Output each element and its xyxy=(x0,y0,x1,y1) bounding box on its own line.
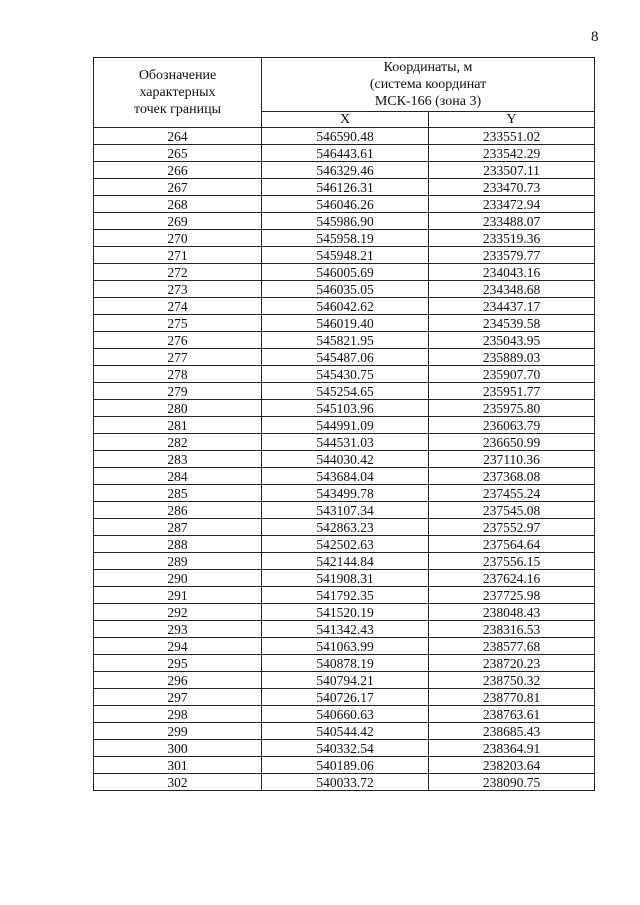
y-coordinate-cell: 238364.91 xyxy=(429,740,595,757)
y-coordinate-cell: 235951.77 xyxy=(429,383,595,400)
table-row xyxy=(94,774,595,791)
x-coordinate-cell: 546042.62 xyxy=(262,298,429,315)
point-id-cell: 280 xyxy=(94,400,262,417)
y-coordinate-cell: 235043.95 xyxy=(429,332,595,349)
x-coordinate-cell: 545821.95 xyxy=(262,332,429,349)
y-coordinate-cell: 238720.23 xyxy=(429,655,595,672)
y-coordinate-cell: 238090.75 xyxy=(429,774,595,791)
table-row xyxy=(94,740,595,757)
x-coordinate-cell: 545430.75 xyxy=(262,366,429,383)
x-coordinate-cell: 545103.96 xyxy=(262,400,429,417)
table-body xyxy=(94,128,595,791)
point-id-cell: 284 xyxy=(94,468,262,485)
table-row xyxy=(94,247,595,264)
table-row xyxy=(94,383,595,400)
table-row xyxy=(94,400,595,417)
x-coordinate-cell: 544991.09 xyxy=(262,417,429,434)
y-coordinate-cell: 237556.15 xyxy=(429,553,595,570)
table-row xyxy=(94,672,595,689)
y-coordinate-cell: 233470.73 xyxy=(429,179,595,196)
table-row xyxy=(94,332,595,349)
x-coordinate-cell: 542863.23 xyxy=(262,519,429,536)
y-coordinate-cell: 238048.43 xyxy=(429,604,595,621)
point-id-cell: 296 xyxy=(94,672,262,689)
y-coordinate-cell: 237545.08 xyxy=(429,502,595,519)
table-row xyxy=(94,451,595,468)
point-id-cell: 269 xyxy=(94,213,262,230)
point-id-cell: 276 xyxy=(94,332,262,349)
table-row xyxy=(94,145,595,162)
x-coordinate-cell: 540033.72 xyxy=(262,774,429,791)
x-coordinate-cell: 545948.21 xyxy=(262,247,429,264)
point-id-cell: 298 xyxy=(94,706,262,723)
x-coordinate-cell: 540794.21 xyxy=(262,672,429,689)
y-coordinate-cell: 237552.97 xyxy=(429,519,595,536)
point-header-line: точек границы xyxy=(134,102,221,117)
point-id-cell: 291 xyxy=(94,587,262,604)
point-header-line: характерных xyxy=(139,85,216,100)
point-id-cell: 300 xyxy=(94,740,262,757)
point-id-cell: 265 xyxy=(94,145,262,162)
table-row xyxy=(94,604,595,621)
table-row xyxy=(94,230,595,247)
table-row xyxy=(94,502,595,519)
x-coordinate-cell: 546046.26 xyxy=(262,196,429,213)
table-row xyxy=(94,162,595,179)
x-coordinate-cell: 542502.63 xyxy=(262,536,429,553)
y-coordinate-cell: 237624.16 xyxy=(429,570,595,587)
point-id-cell: 268 xyxy=(94,196,262,213)
point-id-cell: 277 xyxy=(94,349,262,366)
point-id-cell: 271 xyxy=(94,247,262,264)
point-id-cell: 301 xyxy=(94,757,262,774)
x-coordinate-cell: 541063.99 xyxy=(262,638,429,655)
point-id-cell: 288 xyxy=(94,536,262,553)
x-coordinate-cell: 540726.17 xyxy=(262,689,429,706)
y-coordinate-cell: 233551.02 xyxy=(429,128,595,145)
y-coordinate-cell: 233488.07 xyxy=(429,213,595,230)
x-coordinate-cell: 541520.19 xyxy=(262,604,429,621)
y-coordinate-cell: 235975.80 xyxy=(429,400,595,417)
table-row xyxy=(94,553,595,570)
y-coordinate-cell: 236063.79 xyxy=(429,417,595,434)
table-row xyxy=(94,298,595,315)
y-coordinate-cell: 238685.43 xyxy=(429,723,595,740)
table-row xyxy=(94,264,595,281)
y-coordinate-cell: 234348.68 xyxy=(429,281,595,298)
table-row xyxy=(94,570,595,587)
x-coordinate-cell: 540878.19 xyxy=(262,655,429,672)
x-coordinate-cell: 544030.42 xyxy=(262,451,429,468)
y-column-header: Y xyxy=(429,112,595,128)
y-coordinate-cell: 235907.70 xyxy=(429,366,595,383)
point-designation-header xyxy=(94,58,262,128)
point-id-cell: 282 xyxy=(94,434,262,451)
x-coordinate-cell: 544531.03 xyxy=(262,434,429,451)
point-id-cell: 267 xyxy=(94,179,262,196)
table-header xyxy=(94,58,595,128)
x-coordinate-cell: 546443.61 xyxy=(262,145,429,162)
table-row xyxy=(94,689,595,706)
coords-header-line: (система координат xyxy=(369,77,487,92)
table-row xyxy=(94,315,595,332)
table-row xyxy=(94,485,595,502)
x-coordinate-cell: 546590.48 xyxy=(262,128,429,145)
point-id-cell: 286 xyxy=(94,502,262,519)
x-coordinate-cell: 540660.63 xyxy=(262,706,429,723)
x-coordinate-cell: 545986.90 xyxy=(262,213,429,230)
table-row xyxy=(94,128,595,145)
x-coordinate-cell: 543107.34 xyxy=(262,502,429,519)
x-coordinate-cell: 545487.06 xyxy=(262,349,429,366)
point-id-cell: 270 xyxy=(94,230,262,247)
point-id-cell: 273 xyxy=(94,281,262,298)
point-id-cell: 299 xyxy=(94,723,262,740)
x-column-header: X xyxy=(262,112,429,128)
point-id-cell: 290 xyxy=(94,570,262,587)
point-id-cell: 266 xyxy=(94,162,262,179)
table-row xyxy=(94,638,595,655)
table-row xyxy=(94,281,595,298)
table-row xyxy=(94,349,595,366)
table-row xyxy=(94,655,595,672)
table-row xyxy=(94,417,595,434)
point-id-cell: 264 xyxy=(94,128,262,145)
x-coordinate-cell: 542144.84 xyxy=(262,553,429,570)
y-coordinate-cell: 236650.99 xyxy=(429,434,595,451)
x-coordinate-cell: 546019.40 xyxy=(262,315,429,332)
x-coordinate-cell: 546126.31 xyxy=(262,179,429,196)
y-coordinate-cell: 237455.24 xyxy=(429,485,595,502)
x-coordinate-cell: 546005.69 xyxy=(262,264,429,281)
x-coordinate-cell: 541792.35 xyxy=(262,587,429,604)
table-row xyxy=(94,723,595,740)
point-id-cell: 283 xyxy=(94,451,262,468)
point-id-cell: 294 xyxy=(94,638,262,655)
y-coordinate-cell: 233472.94 xyxy=(429,196,595,213)
y-coordinate-cell: 234437.17 xyxy=(429,298,595,315)
table-row xyxy=(94,536,595,553)
y-coordinate-cell: 233542.29 xyxy=(429,145,595,162)
point-id-cell: 278 xyxy=(94,366,262,383)
point-id-cell: 285 xyxy=(94,485,262,502)
x-coordinate-cell: 540332.54 xyxy=(262,740,429,757)
point-id-cell: 302 xyxy=(94,774,262,791)
table-row xyxy=(94,706,595,723)
coords-header-line: Координаты, м xyxy=(383,60,473,75)
y-coordinate-cell: 237725.98 xyxy=(429,587,595,604)
point-id-cell: 274 xyxy=(94,298,262,315)
y-coordinate-cell: 238770.81 xyxy=(429,689,595,706)
table-row xyxy=(94,366,595,383)
point-id-cell: 292 xyxy=(94,604,262,621)
table-row xyxy=(94,179,595,196)
y-coordinate-cell: 238316.53 xyxy=(429,621,595,638)
y-coordinate-cell: 238763.61 xyxy=(429,706,595,723)
y-coordinate-cell: 234043.16 xyxy=(429,264,595,281)
x-coordinate-cell: 541342.43 xyxy=(262,621,429,638)
coordinates-header xyxy=(262,58,595,112)
x-coordinate-cell: 540544.42 xyxy=(262,723,429,740)
x-coordinate-cell: 541908.31 xyxy=(262,570,429,587)
y-coordinate-cell: 238577.68 xyxy=(429,638,595,655)
point-id-cell: 275 xyxy=(94,315,262,332)
y-coordinate-cell: 237368.08 xyxy=(429,468,595,485)
point-id-cell: 281 xyxy=(94,417,262,434)
y-coordinate-cell: 234539.58 xyxy=(429,315,595,332)
x-coordinate-cell: 546329.46 xyxy=(262,162,429,179)
y-coordinate-cell: 238203.64 xyxy=(429,757,595,774)
table-row xyxy=(94,621,595,638)
table-row xyxy=(94,587,595,604)
table-row xyxy=(94,196,595,213)
x-coordinate-cell: 546035.05 xyxy=(262,281,429,298)
table-row xyxy=(94,434,595,451)
point-header-line: Обозначение xyxy=(138,68,217,83)
point-id-cell: 293 xyxy=(94,621,262,638)
y-coordinate-cell: 238750.32 xyxy=(429,672,595,689)
y-coordinate-cell: 237564.64 xyxy=(429,536,595,553)
point-id-cell: 289 xyxy=(94,553,262,570)
x-coordinate-cell: 543684.04 xyxy=(262,468,429,485)
point-id-cell: 297 xyxy=(94,689,262,706)
point-id-cell: 272 xyxy=(94,264,262,281)
table-row xyxy=(94,213,595,230)
coords-header-line: МСК-166 (зона 3) xyxy=(374,94,482,109)
y-coordinate-cell: 237110.36 xyxy=(429,451,595,468)
page-number: 8 xyxy=(591,29,599,45)
x-coordinate-cell: 545958.19 xyxy=(262,230,429,247)
y-coordinate-cell: 235889.03 xyxy=(429,349,595,366)
point-id-cell: 295 xyxy=(94,655,262,672)
x-coordinate-cell: 545254.65 xyxy=(262,383,429,400)
table-row xyxy=(94,757,595,774)
y-coordinate-cell: 233579.77 xyxy=(429,247,595,264)
y-coordinate-cell: 233519.36 xyxy=(429,230,595,247)
x-coordinate-cell: 543499.78 xyxy=(262,485,429,502)
point-id-cell: 287 xyxy=(94,519,262,536)
y-coordinate-cell: 233507.11 xyxy=(429,162,595,179)
table-row xyxy=(94,468,595,485)
x-coordinate-cell: 540189.06 xyxy=(262,757,429,774)
coordinates-table xyxy=(93,57,595,791)
point-id-cell: 279 xyxy=(94,383,262,400)
table-row xyxy=(94,519,595,536)
